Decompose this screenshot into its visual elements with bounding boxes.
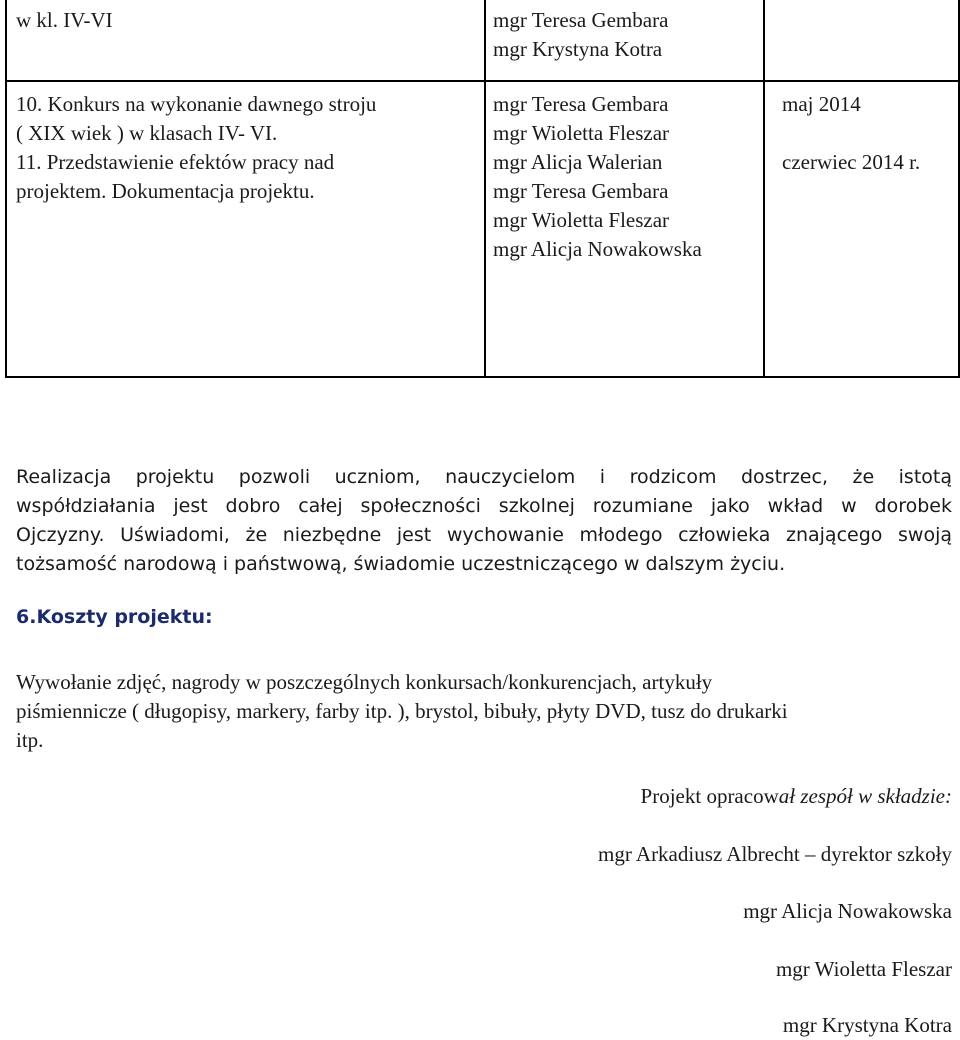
- task-line: 10. Konkurs na wykonanie dawnego stroju: [16, 92, 377, 116]
- table-divider-1: [484, 0, 486, 378]
- table-divider-2: [763, 0, 765, 378]
- teacher-name: mgr Krystyna Kotra: [493, 37, 663, 61]
- task-line: ( XIX wiek ) w klasach IV- VI.: [16, 121, 278, 145]
- team-member: mgr Krystyna Kotra: [782, 1013, 952, 1037]
- teacher-name: mgr Wioletta Fleszar: [493, 121, 670, 145]
- table-cell-teachers-main: [493, 90, 702, 264]
- costs-heading: 6.Koszty projektu:: [16, 606, 213, 628]
- summary-line: tożsamość narodową i państwową, świadomie uczestniczącego w dalszym życiu.: [16, 553, 786, 575]
- summary-line: współdziałania jest dobro całej społeczności szkolnej rozumiane jako wkład w dorobek: [16, 495, 952, 517]
- task-line: projektem. Dokumentacja projektu.: [16, 179, 315, 203]
- date-entry: maj 2014: [782, 92, 861, 116]
- teacher-name: mgr Teresa Gembara: [493, 92, 669, 116]
- team-intro-italic: ał zespół w składzie:: [778, 784, 952, 808]
- table-cell-grade: w kl. IV-VI: [16, 8, 113, 32]
- table-cell-tasks: [16, 90, 376, 206]
- teacher-name: mgr Teresa Gembara: [493, 179, 669, 203]
- task-line: 11. Przedstawienie efektów pracy nad: [16, 150, 335, 174]
- team-intro: [641, 782, 952, 811]
- team-member: mgr Wioletta Fleszar: [775, 957, 952, 981]
- costs-paragraph: [16, 668, 952, 755]
- teacher-name: mgr Teresa Gembara: [493, 8, 669, 32]
- teacher-name: mgr Alicja Walerian: [493, 150, 663, 174]
- summary-line: Ojczyzny. Uświadomi, że niezbędne jest wychowanie młodego człowieka znającego swoją: [16, 524, 952, 546]
- summary-line: Realizacja projektu pozwoli uczniom, nauczycielom i rodzicom dostrzec, że istotą: [16, 466, 952, 488]
- team-intro-plain: Projekt opracow: [640, 784, 779, 808]
- table-border-left: [5, 0, 7, 378]
- table-row-divider: [5, 80, 960, 82]
- table-border-bottom: [5, 376, 960, 378]
- costs-line: piśmiennicze ( długopisy, markery, farby itp. ), brystol, bibuły, płyty DVD, tusz do drukarki: [16, 699, 788, 723]
- table-cell-teachers-top: [493, 6, 668, 64]
- team-member: mgr Alicja Nowakowska: [743, 899, 952, 923]
- costs-line: itp.: [16, 728, 44, 752]
- teacher-name: mgr Wioletta Fleszar: [493, 208, 670, 232]
- table-cell-dates: [782, 90, 920, 177]
- teacher-name: mgr Alicja Nowakowska: [493, 237, 702, 261]
- summary-paragraph: [16, 463, 952, 579]
- team-member: mgr Arkadiusz Albrecht – dyrektor szkoły: [597, 842, 952, 866]
- date-entry: czerwiec 2014 r.: [782, 150, 921, 174]
- costs-line: Wywołanie zdjęć, nagrody w poszczególnych konkursach/konkurencjach, artykuły: [16, 670, 713, 694]
